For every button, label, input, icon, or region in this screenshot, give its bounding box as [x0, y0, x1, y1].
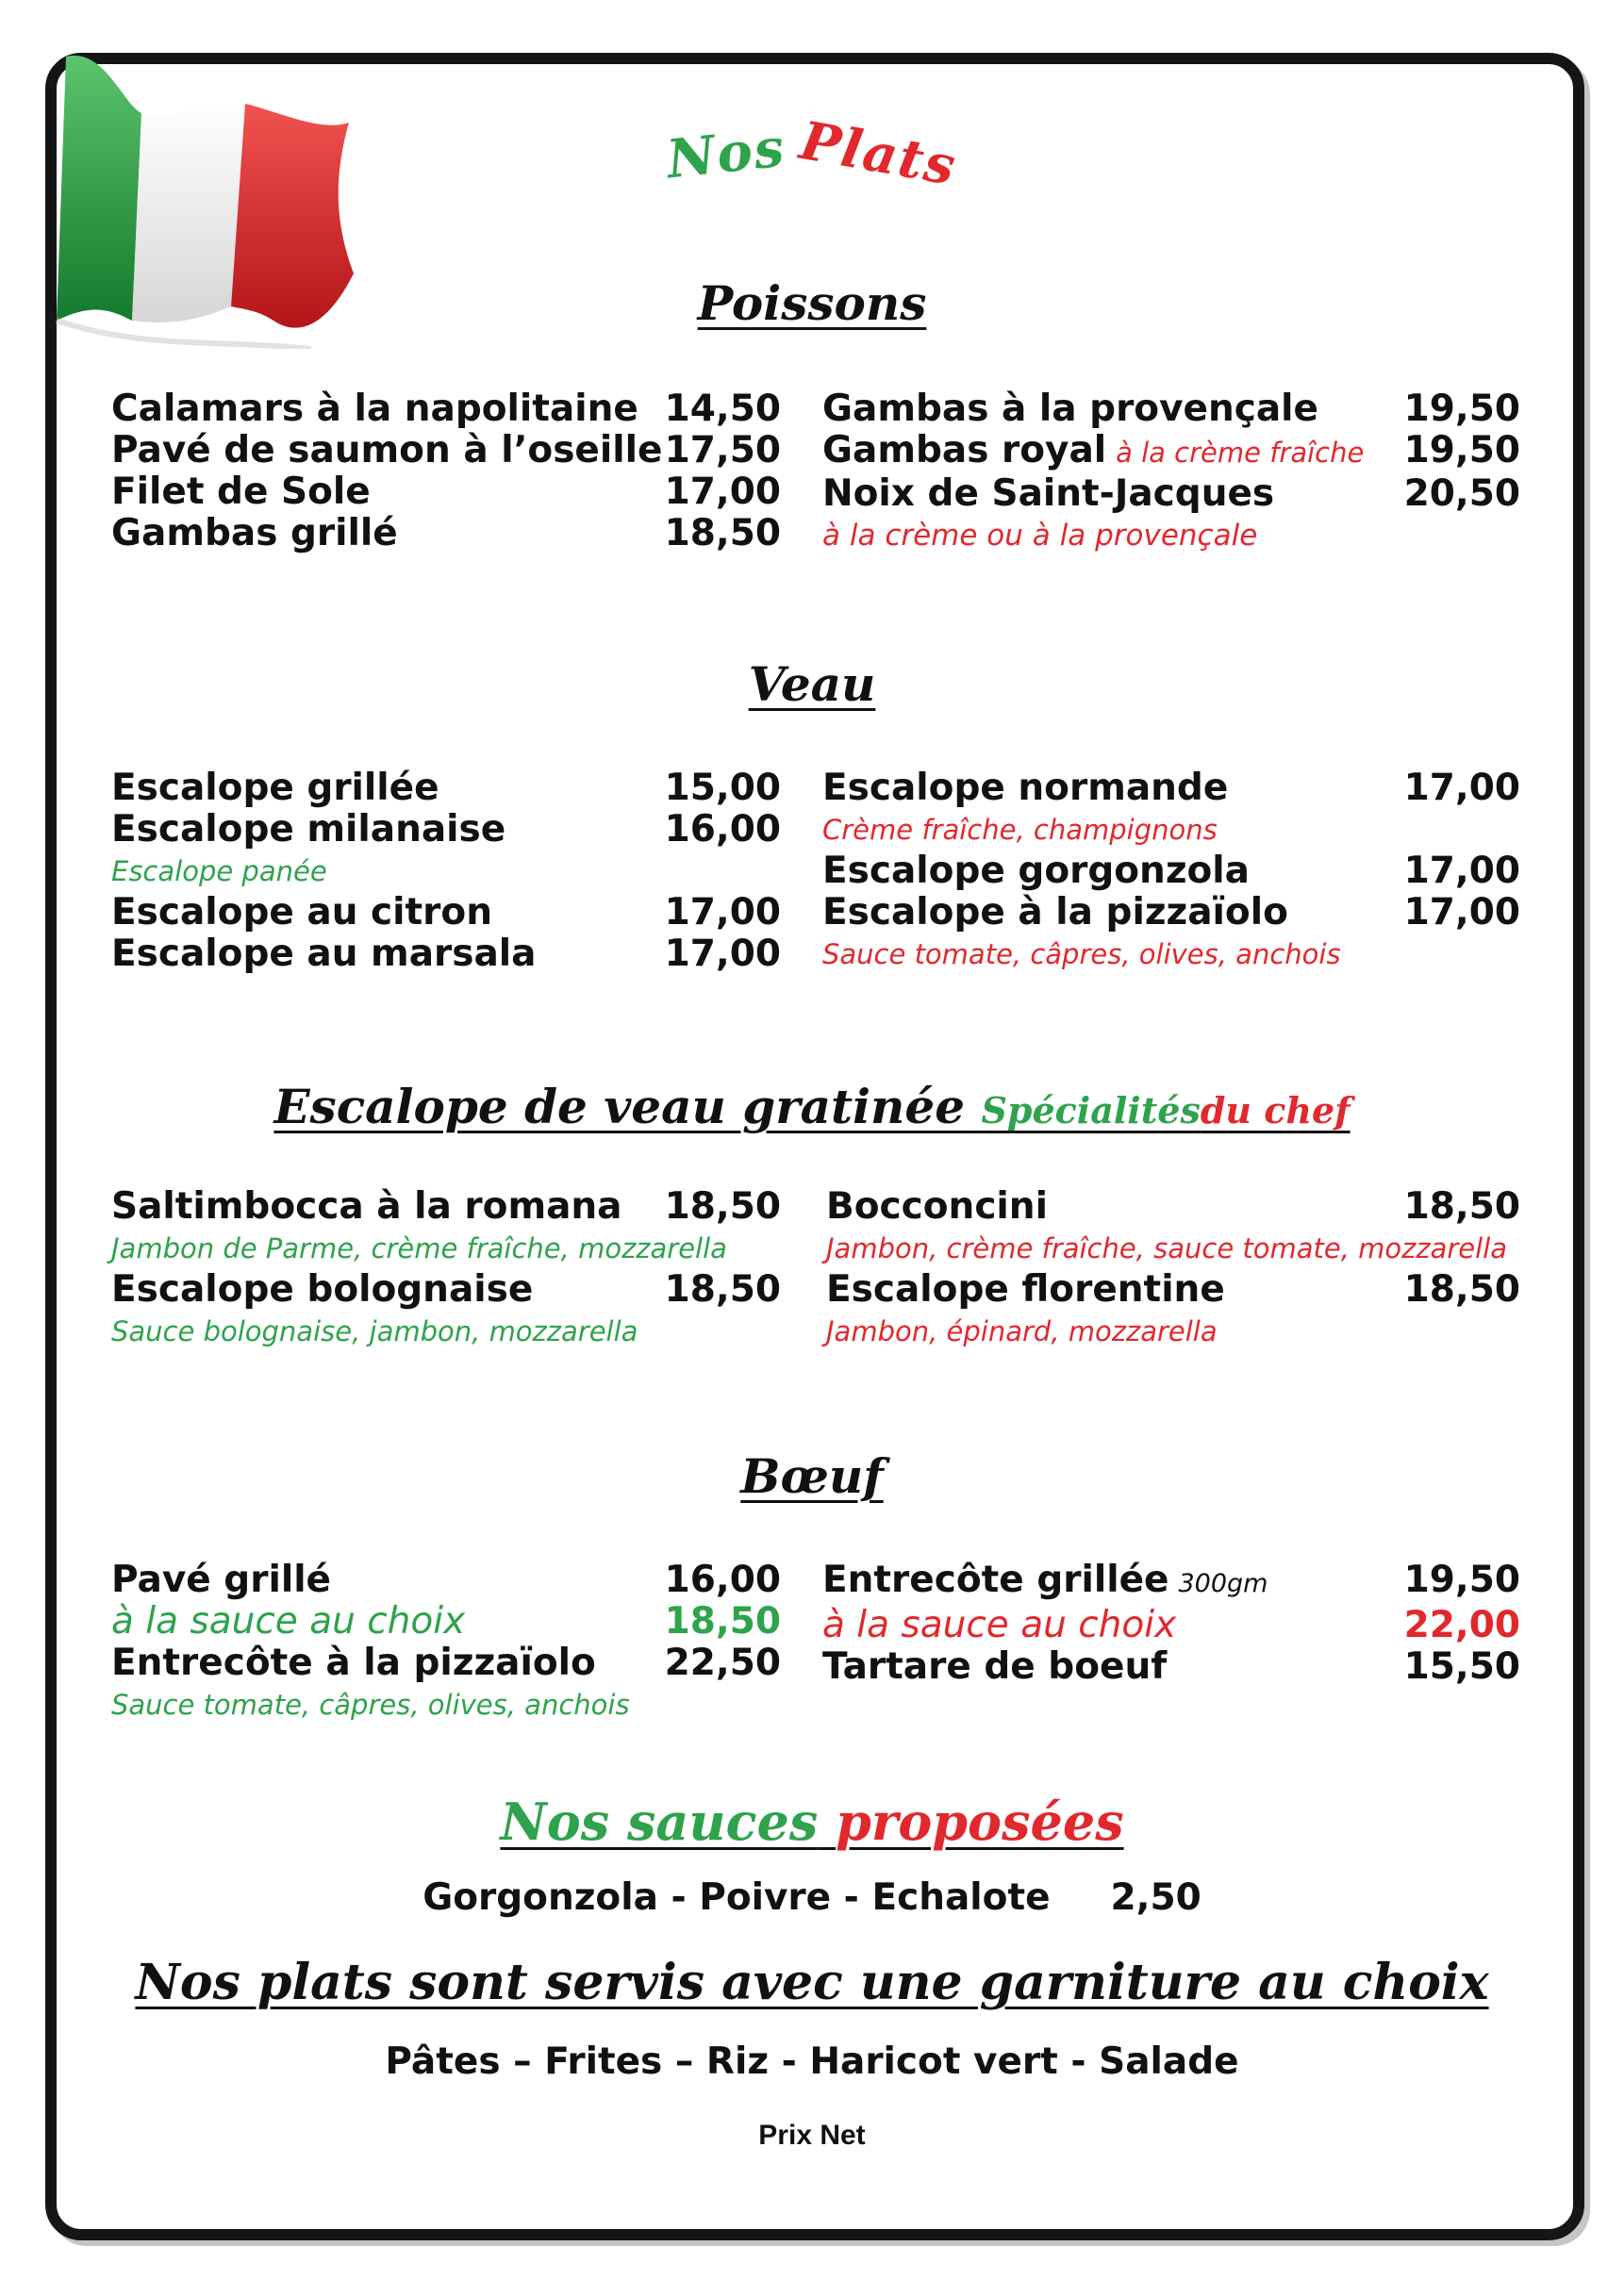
- item-price: 18,50: [1403, 1185, 1520, 1228]
- item-price: 15,50: [1403, 1645, 1520, 1688]
- menu-item: [826, 1269, 1520, 1311]
- item-price: 17,00: [664, 891, 781, 933]
- item-name: Escalope bolognaise: [111, 1268, 534, 1311]
- menu-item: [822, 768, 1520, 809]
- menu-item: [822, 851, 1520, 892]
- item-price: 17,00: [1403, 767, 1520, 809]
- item-desc: Escalope panée: [111, 855, 327, 887]
- item-name: Filet de Sole: [111, 471, 371, 513]
- menu-item: [822, 892, 1520, 933]
- sauces-title-red: proposées: [836, 1792, 1124, 1852]
- menu-item: [111, 1560, 781, 1601]
- item-desc: à la crème ou à la provençale: [822, 519, 1258, 553]
- gratinee-left-column: [111, 1186, 781, 1352]
- item-desc: Sauce bolognaise, jambon, mozzarella: [111, 1315, 638, 1347]
- boeuf-right-column: [822, 1560, 1520, 1688]
- menu-item-desc: [826, 1311, 1520, 1352]
- menu-item: [826, 1186, 1520, 1228]
- menu-item-desc: [111, 1228, 781, 1269]
- item-price: 18,50: [664, 1268, 781, 1311]
- item-name: Escalope milanaise: [111, 808, 506, 851]
- item-desc: Jambon, crème fraîche, sauce tomate, mozzarella: [826, 1232, 1508, 1264]
- item-desc: Sauce tomate, câpres, olives, anchois: [822, 938, 1341, 970]
- item-price: 17,50: [664, 429, 781, 471]
- item-name: Saltimbocca à la romana: [111, 1185, 622, 1228]
- menu-item: [111, 388, 781, 430]
- item-name: Escalope au citron: [111, 891, 492, 933]
- item-name: Noix de Saint-Jacques: [822, 472, 1275, 515]
- item-name: Escalope normande: [822, 767, 1229, 809]
- chef-tag-red: du chef: [1200, 1089, 1351, 1131]
- menu-item: [111, 768, 781, 809]
- sauces-list: Gorgonzola - Poivre - Echalote: [423, 1876, 1051, 1919]
- menu-item: [111, 430, 781, 471]
- item-name: Calamars à la napolitaine: [111, 388, 638, 430]
- menu-item: [111, 471, 781, 513]
- boeuf-left-column: [111, 1560, 781, 1726]
- item-name: Escalope à la pizzaïolo: [822, 891, 1288, 933]
- menu-item: [111, 1643, 781, 1684]
- item-desc: Jambon de Parme, crème fraîche, mozzarella: [111, 1232, 727, 1264]
- veau-right-column: [822, 768, 1520, 975]
- menu-item-desc: [111, 1311, 781, 1352]
- item-price: 18,50: [1403, 1268, 1520, 1311]
- menu-item: [822, 388, 1520, 430]
- section-title-text: Escalope de veau gratinée: [273, 1079, 966, 1134]
- menu-item-desc: [111, 851, 781, 892]
- item-weight: 300gm: [1178, 1569, 1268, 1598]
- menu-item: [111, 513, 781, 554]
- item-desc: Sauce tomate, câpres, olives, anchois: [111, 1689, 630, 1721]
- garniture-title: Nos plats sont servis avec une garniture au choix: [135, 1954, 1489, 2011]
- menu-item-desc: [111, 1684, 781, 1726]
- item-note: à la crème fraîche: [1116, 437, 1365, 469]
- item-price: 20,50: [1403, 472, 1520, 515]
- sauces-title-green: Nos sauces: [500, 1792, 819, 1852]
- item-price: 17,00: [664, 471, 781, 513]
- item-price: 22,50: [664, 1642, 781, 1684]
- item-price: 17,00: [1403, 850, 1520, 892]
- prix-net-note: Prix Net: [758, 2120, 866, 2151]
- item-price: 16,00: [664, 1559, 781, 1601]
- item-price: 17,00: [664, 933, 781, 975]
- item-name: Escalope grillée: [111, 767, 439, 809]
- item-option: à la sauce au choix: [111, 1600, 466, 1643]
- item-price: 18,50: [664, 1185, 781, 1228]
- item-name: Escalope florentine: [826, 1268, 1225, 1311]
- item-name: Escalope au marsala: [111, 933, 537, 975]
- menu-title-word1: Nos: [664, 116, 789, 191]
- item-option: à la sauce au choix: [822, 1604, 1177, 1646]
- menu-item: [111, 1186, 781, 1228]
- veau-left-column: [111, 768, 781, 975]
- menu-item: [111, 1269, 781, 1311]
- menu-item-desc: [822, 809, 1520, 851]
- gratinee-right-column: [826, 1186, 1520, 1352]
- item-price: 19,50: [1403, 388, 1520, 430]
- section-title-veau: Veau: [748, 656, 876, 712]
- menu-item-option: [111, 1601, 781, 1643]
- menu-item: [111, 892, 781, 933]
- item-price: 17,00: [1403, 891, 1520, 933]
- menu-item-option: [822, 1605, 1520, 1646]
- menu-item: [111, 933, 781, 975]
- item-name: Pavé grillé: [111, 1559, 332, 1601]
- item-price: 18,50: [664, 512, 781, 554]
- sauces-price: 2,50: [1110, 1876, 1201, 1919]
- menu-item: [111, 809, 781, 851]
- item-price: 15,00: [664, 767, 781, 809]
- poissons-right-column: [822, 388, 1520, 556]
- section-title-poissons: Poissons: [697, 275, 927, 331]
- menu-item: [822, 473, 1520, 515]
- section-title-sauces: [0, 1792, 1624, 1852]
- item-price: 19,50: [1403, 429, 1520, 471]
- garniture-list: Pâtes – Frites – Riz - Haricot vert - Salade: [385, 2040, 1239, 2083]
- item-price: 19,50: [1403, 1559, 1520, 1601]
- menu-item-desc: [822, 933, 1520, 975]
- menu-item: [822, 1646, 1520, 1688]
- item-name: Bocconcini: [826, 1185, 1048, 1228]
- item-price: 14,50: [664, 388, 781, 430]
- section-title-boeuf: Bœuf: [740, 1448, 884, 1504]
- item-price: 16,00: [664, 808, 781, 851]
- item-price: 22,00: [1403, 1604, 1520, 1646]
- item-desc: Crème fraîche, champignons: [822, 814, 1218, 846]
- section-title-gratinee: [0, 1079, 1624, 1134]
- menu-item-desc: [822, 515, 1520, 556]
- menu-title: [0, 108, 1624, 199]
- menu-item: [822, 430, 1520, 473]
- item-name: Entrecôte à la pizzaïolo: [111, 1642, 596, 1684]
- item-name: Entrecôte grillée: [822, 1559, 1169, 1601]
- menu-item: [822, 1560, 1520, 1605]
- item-name: Pavé de saumon à l’oseille: [111, 429, 663, 471]
- item-name: Gambas à la provençale: [822, 388, 1318, 430]
- item-desc: Jambon, épinard, mozzarella: [826, 1315, 1218, 1347]
- item-price: 18,50: [664, 1600, 781, 1643]
- item-name: Tartare de boeuf: [822, 1645, 1168, 1688]
- menu-item-desc: [826, 1228, 1520, 1269]
- sauces-line: [0, 1876, 1624, 1919]
- item-name: Escalope gorgonzola: [822, 850, 1250, 892]
- chef-tag-green: Spécialités: [981, 1089, 1201, 1131]
- menu-title-word2: Plats: [795, 108, 962, 199]
- item-name: Gambas royal: [822, 429, 1107, 471]
- poissons-left-column: [111, 388, 781, 554]
- item-name: Gambas grillé: [111, 512, 398, 554]
